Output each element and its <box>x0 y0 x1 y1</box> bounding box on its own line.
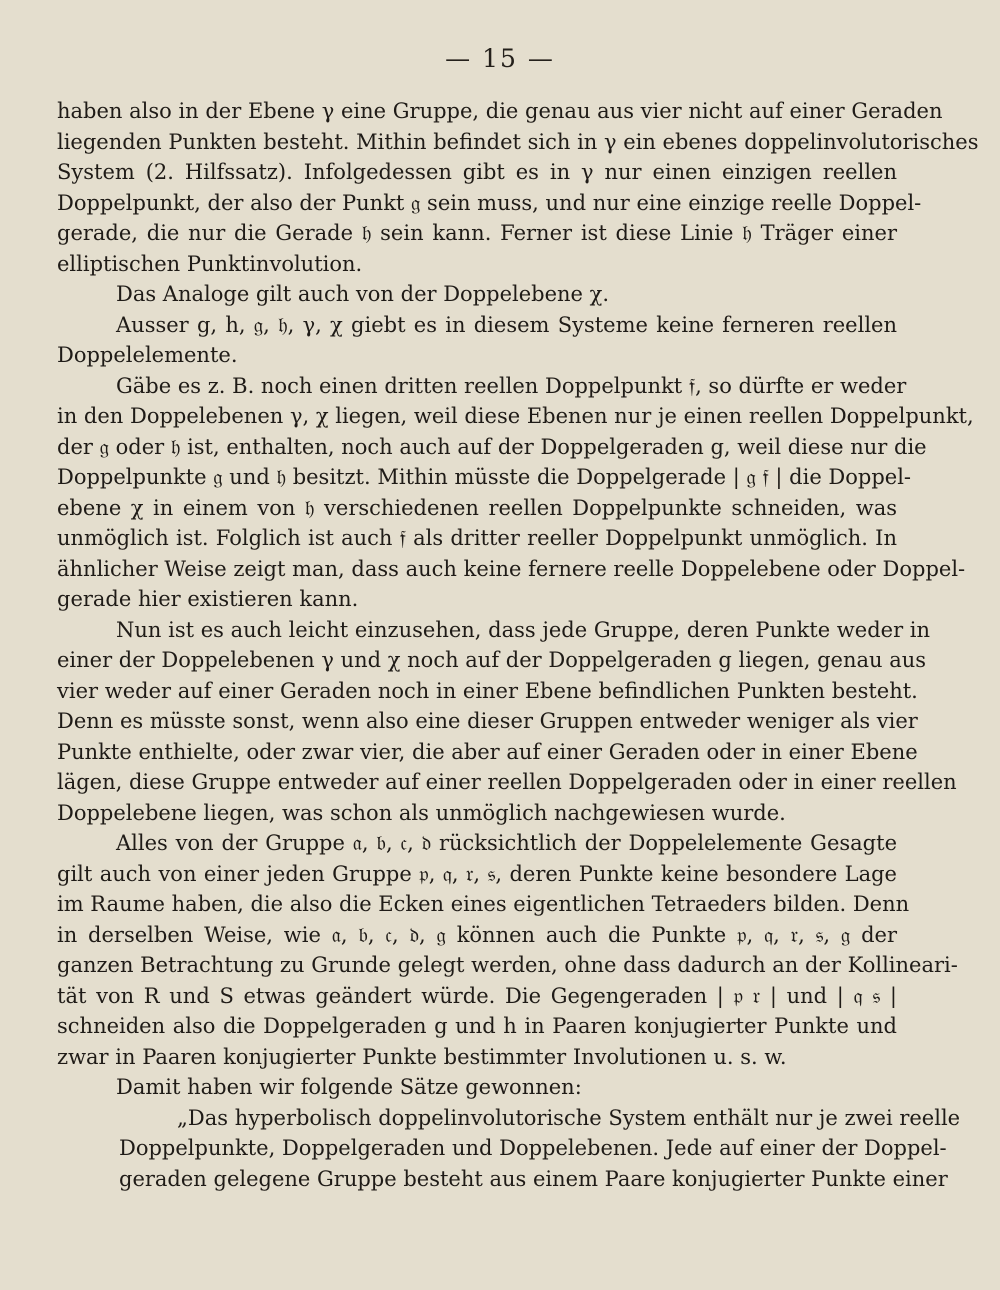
text-line: geraden gelegene Gruppe besteht aus einem Paare konjugierter Punkte einer <box>119 1166 948 1191</box>
text-line: Damit haben wir folgende Sätze gewonnen: <box>116 1075 582 1099</box>
text-line: System (2. Hilfssatz). Infolgedessen gibt es in γ nur einen einzigen reellen <box>57 160 897 184</box>
text-line: tät von R und S etwas geändert würde. Die Gegengeraden | 𝔭 𝔯 | und | 𝔮 𝔰 | <box>57 983 897 1008</box>
text-line: Doppelelemente. <box>57 343 238 367</box>
text-line: Gäbe es z. B. noch einen dritten reellen Doppelpunkt 𝔣, so dürfte er weder <box>116 373 907 398</box>
text-line: Punkte enthielte, oder zwar vier, die aber auf einer Geraden oder in einer Ebene <box>57 739 918 764</box>
text-line: gerade hier existieren kann. <box>57 587 359 611</box>
text-line: Doppelpunkte 𝔤 und 𝔥 besitzt. Mithin müsste die Doppelgerade | 𝔤 𝔣 | die Doppel- <box>57 465 912 489</box>
text-line: ganzen Betrachtung zu Grunde gelegt werden, ohne dass dadurch an der Kollineari- <box>57 953 958 977</box>
paragraph-1 <box>57 96 979 279</box>
text-line: einer der Doppelebenen γ und χ noch auf der Doppelgeraden g liegen, genau aus <box>57 648 927 672</box>
text-line: unmöglich ist. Folglich ist auch 𝔣 als dritter reeller Doppelpunkt unmöglich. In <box>57 526 897 550</box>
text-line: ähnlicher Weise zeigt man, dass auch keine fernere reelle Doppelebene oder Doppel- <box>57 556 966 581</box>
text-line: „Das hyperbolisch doppelinvolutorische System enthält nur je zwei reelle <box>177 1105 961 1130</box>
paragraph-4 <box>57 371 974 615</box>
paragraph-3 <box>57 310 897 371</box>
quoted-theorem <box>60 1103 961 1195</box>
text-line: Denn es müsste sonst, wenn also eine dieser Gruppen entweder weniger als vier <box>57 709 918 733</box>
paragraph-2 <box>57 279 897 310</box>
paragraph-5 <box>57 615 957 829</box>
text-line: liegenden Punkten besteht. Mithin befindet sich in γ ein ebenes doppelinvolutorisches <box>57 129 979 154</box>
text-line: in derselben Weise, wie 𝔞, 𝔟, 𝔠, 𝔡, 𝔤 können auch die Punkte 𝔭, 𝔮, 𝔯, 𝔰, 𝔤 der <box>57 922 897 947</box>
text-line: gerade, die nur die Gerade 𝔥 sein kann. Ferner ist diese Linie 𝔥 Träger einer <box>57 221 897 245</box>
text-line: Das Analoge gilt auch von der Doppelebene χ. <box>116 282 610 306</box>
paragraph-7 <box>57 1072 897 1103</box>
text-line: ebene χ in einem von 𝔥 verschiedenen reellen Doppelpunkte schneiden, was <box>57 495 897 520</box>
text-line: vier weder auf einer Geraden noch in einer Ebene befindlichen Punkten besteht. <box>57 678 918 703</box>
text-line: schneiden also die Doppelgeraden g und h in Paaren konjugierter Punkte und <box>57 1014 897 1038</box>
text-line: gilt auch von einer jeden Gruppe 𝔭, 𝔮, 𝔯, 𝔰, deren Punkte keine besondere Lage <box>57 861 897 886</box>
text-line: der 𝔤 oder 𝔥 ist, enthalten, noch auch auf der Doppelgeraden g, weil diese nur die <box>57 434 927 459</box>
text-line: Nun ist es auch leicht einzusehen, dass jede Gruppe, deren Punkte weder in <box>116 617 931 642</box>
text-line: lägen, diese Gruppe entweder auf einer reellen Doppelgeraden oder in einer reellen <box>57 770 957 794</box>
text-line: in den Doppelebenen γ, χ liegen, weil diese Ebenen nur je einen reellen Doppelpunkt, <box>57 404 974 428</box>
paragraph-6 <box>57 828 958 1072</box>
text-line: im Raume haben, die also die Ecken eines eigentlichen Tetraeders bilden. Denn <box>57 892 910 916</box>
page-number: — 15 — <box>445 44 555 73</box>
text-line: Ausser g, h, 𝔤, 𝔥, γ, χ giebt es in diesem Systeme keine ferneren reellen <box>116 312 897 337</box>
text-line: elliptischen Punktinvolution. <box>57 251 363 276</box>
text-line: zwar in Paaren konjugierter Punkte bestimmter Involutionen u. s. w. <box>57 1044 787 1069</box>
text-line: Doppelpunkt, der also der Punkt 𝔤 sein muss, und nur eine einzige reelle Doppel- <box>57 190 922 215</box>
text-line: Doppelpunkte, Doppelgeraden und Doppelebenen. Jede auf einer der Doppel- <box>119 1136 947 1160</box>
text-line: Alles von der Gruppe 𝔞, 𝔟, 𝔠, 𝔡 rücksichtlich der Doppelelemente Gesagte <box>116 831 897 855</box>
text-line: Doppelebene liegen, was schon als unmöglich nachgewiesen wurde. <box>57 800 786 825</box>
text-line: haben also in der Ebene γ eine Gruppe, die genau aus vier nicht auf einer Geraden <box>57 99 943 123</box>
